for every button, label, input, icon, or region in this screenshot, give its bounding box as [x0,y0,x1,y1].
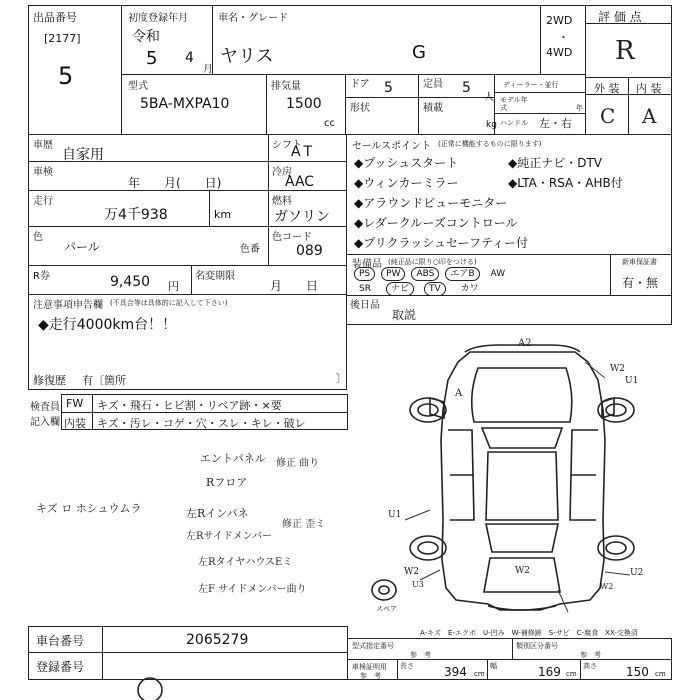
note-rear-inner-panel: 左Rインパネ [186,507,249,520]
chassis-value: 2065279 [186,632,249,648]
mark-u1-top: U1 [625,376,639,386]
color-label: 色 [33,232,43,243]
model-year-label: モデル年式 [500,96,528,112]
selling-point: ◆プッシュスタート [354,156,459,170]
ext-grade: C [600,104,616,128]
ac-label: 冷房 [272,167,292,178]
cc-value: 1500 [286,96,322,112]
repair-value: 有〔箇所 [82,374,126,387]
drive-2wd: 2WD [546,14,573,27]
width-value: 169 [538,665,561,679]
seats-label: 定員 [423,79,443,90]
mark-w2-top: W2 [610,364,625,374]
equip-tv: TV [424,282,446,296]
mark-u3: U3 [412,580,424,589]
corner-circle [138,678,162,700]
equip-airbag: エアB [445,267,479,281]
cc-label: 排気量 [271,81,301,92]
fw-items: キズ・飛石・ヒビ割・リペア跡・×要 [97,399,282,412]
damage-legend: A-キズ E-エクボ U-凹み W-補修跡 S-サビ C-腐食 XX-交換済 [420,629,638,637]
int-label: 内 装 [636,82,662,95]
note-rear-side-member: 左Rサイドメンバー [186,531,273,542]
spare-tire [372,580,396,600]
door-label: ドア [350,79,370,90]
equip-aw: AW [490,269,506,279]
type-approval-label: 型式指定番号 [352,642,394,650]
ac-value: AAC [285,174,315,190]
mark-w2-center: W2 [515,566,530,576]
repair-close: 〕 [336,372,347,385]
roof [486,452,558,520]
mark-u2: U2 [630,568,644,578]
mileage-unit: km [214,208,232,221]
inspection-label: 車検 [33,167,53,178]
fuel-label: 燃料 [272,196,292,207]
cert-value: 参 考 [360,672,381,680]
load-unit: kg [486,120,497,130]
shape-label: 形状 [350,103,370,114]
mileage-label: 走行 [33,196,53,207]
handle-value: 左・右 [539,117,572,130]
history-label: 車歴 [33,140,53,151]
windshield [482,428,562,448]
inspector-label-2: 記入欄 [30,417,60,428]
color-value: パール [64,240,100,254]
inspector-label-1: 検査員 [30,402,60,413]
interior-items: キズ・汚レ・コゲ・穴・スレ・キレ・破レ [97,417,306,430]
notes-label: 注意事項申告欄 [33,300,103,311]
model-label: 型式 [128,81,148,92]
note-tire-house: 左RタイヤハウスEミ [198,557,293,568]
notes-value: ◆走行4000km台！！ [38,317,177,333]
wheel-rear-left [410,536,446,560]
selling-point: ◆ウィンカーミラー [354,176,459,190]
rear-window [486,524,558,552]
inspection-value: 年 月( 日) [128,176,222,190]
selling-point: ◆レダークルーズコントロール [354,216,518,230]
mark-a2: A2 [518,338,532,349]
note-scratch: キズ ロ ホシュウムラ [36,502,142,515]
era: 令和 [132,29,160,45]
reg-number-label: 登録番号 [36,660,85,674]
hood [472,368,572,422]
equip-pw: PW [381,267,405,281]
car-name: ヤリス [220,46,274,67]
length-label: 長さ [400,662,414,670]
reg-year: 5 [146,48,158,69]
height-value: 150 [626,665,649,679]
height-unit: cm [655,670,666,678]
back-memo-label: 後日品 [350,300,380,311]
selling-label: セールスポイント [352,141,432,152]
selling-point: ◆純正ナビ・DTV [508,156,603,170]
score-value: R [615,36,635,66]
color-code-label: 色コード [272,232,312,243]
lot-big: 5 [58,62,74,90]
color-no-label: 色番 [240,244,260,255]
dealer-label: ディーラー・並行 [503,81,559,89]
name-change-value: 月 日 [270,279,319,293]
selling-point: ◆アラウンドビューモニター [354,196,508,210]
type-approval-value: 参 考 [410,651,431,659]
mark-a: A [455,388,463,399]
name-change-label: 名変期限 [195,271,235,282]
note-repair-distort: 修正 歪ミ [282,519,326,530]
name-label: 車名・グレード [218,13,288,24]
selling-sub: (正常に機能するものに限ります) [438,140,542,148]
spare-label: スペア [376,605,397,613]
seats-value: 5 [462,80,471,96]
width-label: 幅 [490,662,497,670]
recycle-unit: 円 [168,280,179,293]
cc-unit: cc [324,118,335,129]
handle-label: ハンドル [500,119,528,127]
length-value: 394 [444,665,467,679]
mark-w2-left: W2 [404,567,419,577]
class-label: 類別区分番号 [516,642,558,650]
lot-id: [2177] [44,32,81,45]
mark-w2-bottom: W2 [600,582,614,591]
equip-abs: ABS [411,267,439,281]
ext-label: 外 装 [594,82,620,95]
equipment-label: 装備品 [352,259,382,270]
warranty-value: 有・無 [622,276,659,290]
note-r-floor: Rフロア [206,476,248,489]
mileage-value: 万4千938 [104,207,168,223]
warranty-label: 新車保証書 [622,258,657,266]
drive-dot: ・ [558,31,569,44]
fuel-value: ガソリン [274,209,330,225]
lot-label: 出品番号 [33,11,77,24]
reg-label: 初度登録年月 [128,13,188,24]
recycle-label: R券 [33,271,50,282]
selling-point: ◆LTA・RSA・AHB付 [508,176,623,190]
int-grade: A [642,104,657,128]
back-memo-value: 取説 [392,308,417,322]
wheel-front-left [410,398,446,422]
year-unit: 年 [576,104,583,112]
selling-point: ◆プリクラッシュセーフティー付 [354,236,528,250]
score-label: 評 価 点 [598,10,642,24]
shift-label: シフト [272,140,302,151]
color-code-value: 089 [296,243,323,259]
door-value: 5 [384,80,393,96]
equip-ps: PS [354,267,375,281]
note-repair-bend: 修正 曲り [276,458,320,469]
drive-4wd: 4WD [546,46,573,59]
history-value: 自家用 [62,147,104,163]
equip-navi: ナビ [386,282,414,296]
shift-value: AT [291,144,317,160]
height-label: 高さ [583,662,597,670]
recycle-value: 9,450 [110,274,151,290]
model-value: 5BA-MXPA10 [140,96,230,112]
equipment-sub: (純正品に限り○印をつける) [388,258,477,266]
reg-month: 4 [185,50,194,66]
mark-u1-left: U1 [388,510,402,520]
notes-sub: (不具合等は具体的に記入して下さい) [110,299,228,307]
equip-sr: SR [359,284,371,294]
interior-label: 内装 [64,417,86,430]
note-entry-panel: エントパネル [200,452,266,465]
width-unit: cm [566,670,577,678]
note-front-side-member: 左F サイドメンバー曲り [198,584,307,595]
length-unit: cm [474,670,485,678]
chassis-label: 車台番号 [36,634,85,648]
load-label: 積載 [423,103,443,114]
month-unit: 月 [203,64,213,75]
repair-label: 修復歴 [33,374,66,387]
cert-label: 車検証明用 [352,663,387,671]
seats-unit: 人 [484,92,494,103]
class-value: 参 考 [580,651,601,659]
equip-leather: カワ [460,284,479,294]
car-grade: G [412,42,426,63]
fw-label: FW [66,397,84,410]
